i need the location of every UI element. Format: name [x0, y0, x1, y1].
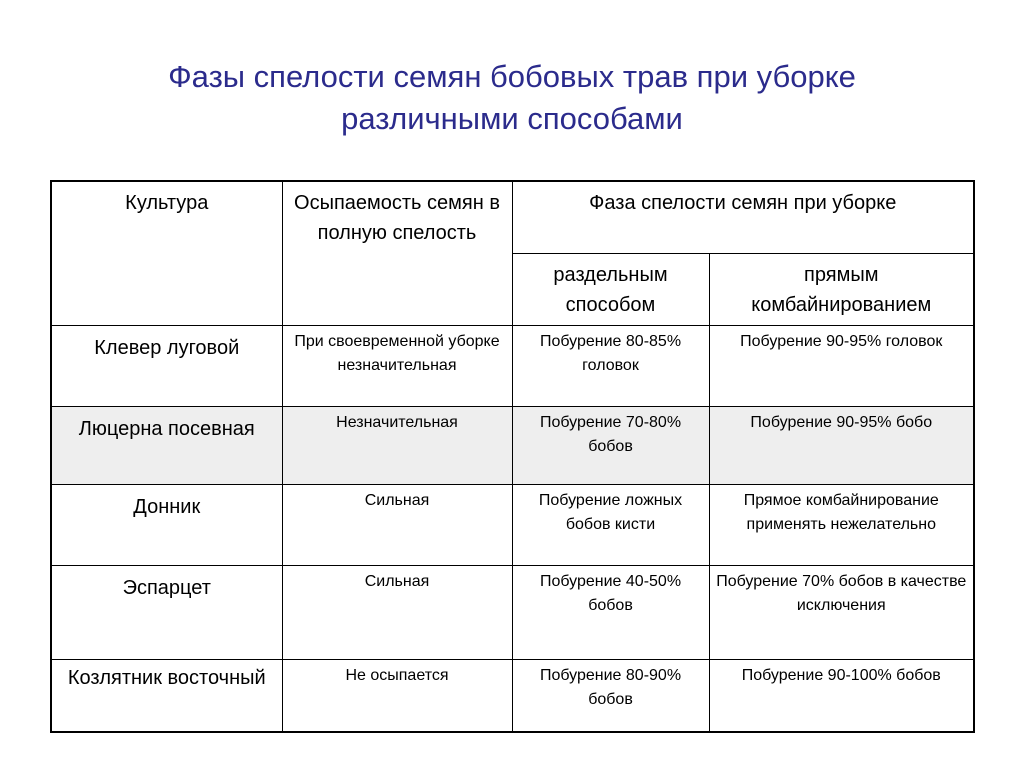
- row-separate-method: Побурение 40-50% бобов: [512, 565, 709, 659]
- table-row: [51, 406, 974, 484]
- slide-title-line-2: различными способами: [341, 101, 683, 136]
- row-direct-combining: Побурение 90-95% головок: [709, 325, 974, 406]
- header-crop: Культура: [51, 181, 282, 325]
- slide-title-line-1: Фазы спелости семян бобовых трав при уборке: [168, 59, 856, 94]
- table-row: [51, 565, 974, 659]
- slide-title: [0, 56, 1024, 140]
- row-crop-name: Клевер луговой: [51, 325, 282, 406]
- table-header-row: [51, 181, 974, 253]
- row-shattering: Сильная: [282, 484, 512, 565]
- table-row: [51, 325, 974, 406]
- row-shattering: Незначительная: [282, 406, 512, 484]
- row-direct-combining: Прямое комбайнирование применять нежелательно: [709, 484, 974, 565]
- row-separate-method: Побурение ложных бобов кисти: [512, 484, 709, 565]
- row-separate-method: Побурение 80-90% бобов: [512, 659, 709, 732]
- row-crop-name: Козлятник восточный: [51, 659, 282, 732]
- seed-ripeness-table: [50, 180, 975, 733]
- row-shattering: Не осыпается: [282, 659, 512, 732]
- table-row: [51, 659, 974, 732]
- row-crop-name: Люцерна посевная: [51, 406, 282, 484]
- row-separate-method: Побурение 70-80% бобов: [512, 406, 709, 484]
- row-direct-combining: Побурение 90-95% бобо: [709, 406, 974, 484]
- header-shattering: Осыпаемость семян в полную спелость: [282, 181, 512, 325]
- row-direct-combining: Побурение 90-100% бобов: [709, 659, 974, 732]
- row-crop-name: Эспарцет: [51, 565, 282, 659]
- row-separate-method: Побурение 80-85% головок: [512, 325, 709, 406]
- row-shattering: Сильная: [282, 565, 512, 659]
- row-crop-name: Донник: [51, 484, 282, 565]
- header-separate-method: раздельным способом: [512, 253, 709, 325]
- row-direct-combining: Побурение 70% бобов в качестве исключения: [709, 565, 974, 659]
- header-direct-combining: прямым комбайнированием: [709, 253, 974, 325]
- row-shattering: При своевременной уборке незначительная: [282, 325, 512, 406]
- header-ripeness-phase: Фаза спелости семян при уборке: [512, 181, 974, 253]
- table-row: [51, 484, 974, 565]
